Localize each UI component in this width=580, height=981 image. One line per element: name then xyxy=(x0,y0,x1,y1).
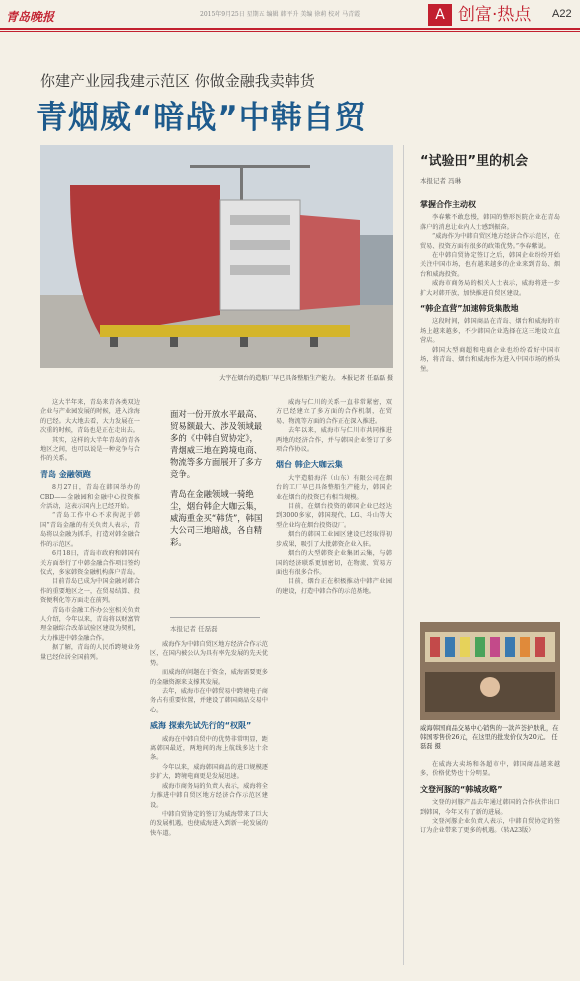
sidebar-column-2 xyxy=(420,760,560,975)
paragraph: 青岛市金融工作办公室相关负责人介绍，今年以来，青岛将以财富管理金融综合改革试验区建设为契机，大力推进中韩金融合作。 xyxy=(40,606,140,642)
paragraph: 目前，在烟台投资的韩国企业已经达到3000多家，韩国现代、LG、斗山等大型企业均在烟台投资设厂。 xyxy=(276,503,392,529)
pull-quote-text-2: 青岛在金融领域一骑绝尘，烟台韩企大咖云集，威海重金买“韩货”，韩国大公司三地暗战，各自精彩。 xyxy=(170,489,263,547)
article-column-2 xyxy=(150,640,268,973)
article-column-1 xyxy=(40,398,140,973)
subhead-qingdao: 青岛 金融领跑 xyxy=(40,469,91,479)
paragraph: 文登的河豚产品去年通过韩国的合作伙伴出口到韩国，今年又有了新的进展。 xyxy=(420,799,560,816)
paragraph: 烟台的大型韩资企业集团云集，与韩国的经济联系更加密切，在物流、贸易方面也有很多合作。 xyxy=(276,550,392,576)
paragraph: 这段时间，韩国商品在青岛、烟台和威海的市场上越来越多，不少韩国企业选择在这三地设立直营店。 xyxy=(420,318,560,345)
paragraph: 中韩自贸协定的签订为威海带来了巨大的发展机遇，也使威海进入到新一轮发展的快车道。 xyxy=(150,810,268,837)
paragraph: 在中韩自贸协定签订之后，韩国企业纷纷开始关注中国市场，也有越来越多的企业来到青岛、烟台和威海投资。 xyxy=(420,252,560,278)
pull-quote-text: 面对一份开放水平最高、贸易额最大、涉及领域最多的《中韩自贸协定》，青烟威三地在跨境电商、物流等多方面展开了多方竞争。 xyxy=(170,409,263,479)
section-title: 创富·热点 xyxy=(458,5,532,25)
shipyard-photo xyxy=(40,145,393,368)
article-column-3 xyxy=(276,398,392,973)
paragraph: 大宇造船海洋（山东）有限公司在烟台的工厂早已具备整船生产能力，韩国企业在烟台的投资已有相当规模。 xyxy=(276,474,392,501)
paragraph: 6月18日，青岛市政府和韩国有关方面举行了中韩金融合作项目签约仪式，多家韩资金融机构落户青岛。 xyxy=(40,550,140,576)
sidebar-subhead-1: 掌握合作主动权 xyxy=(420,200,476,209)
paragraph: 去年以来，威海市与仁川市共同推进两地的经济合作，并与韩国企业签订了多项合作协议。 xyxy=(276,427,392,454)
header-rule xyxy=(0,28,580,30)
subhead-yantai: 烟台 韩企大咖云集 xyxy=(276,460,343,470)
sidebar-column xyxy=(420,200,560,620)
header-rule-thin xyxy=(0,31,580,32)
article-subtitle: 你建产业园我建示范区 你做金融我卖韩货 xyxy=(40,72,315,90)
page-number: A22 xyxy=(552,8,572,20)
paragraph: 目前，烟台正在积极推动中韩产业园的建设，打造中韩合作的示范基地。 xyxy=(276,578,392,595)
paragraph: 李春紫不敢怠慢，韩国的整形医院企业在青岛落户的消息让业内人士感到振奋。 xyxy=(420,214,560,231)
paragraph: 8月27日，青岛在韩国举办的CBD——金融园和金融中心投资推介活动，这表示国内上已经开始。 xyxy=(40,484,140,511)
paragraph: 这大半年来，青岛来青各类双边企业与产业园发展的时候，进入涂海的已经。大大地去看，大力发展在一次重的时候，青岛也是正在走出去。 xyxy=(40,399,140,435)
section-box: A xyxy=(428,4,452,26)
paragraph: 威海在中韩自贸中的优势非常明显，距离韩国最近，两地间的海上航线多达十余条。 xyxy=(150,735,268,762)
paragraph: 去年，威海市在中韩贸易中跨境电子商务占有重要位置，并建设了韩国商品交易中心。 xyxy=(150,688,268,714)
pull-quote-author: 本报记者 任磊磊 xyxy=(170,625,218,633)
photo-caption: 大宇在烟台的造船厂早已具备整船生产能力。 本报记者 任磊磊 摄 xyxy=(219,375,393,382)
sidebar-byline: 本报记者 冯琳 xyxy=(420,177,462,185)
paragraph: 威海市商务局的负责人表示，威海将全力推进中韩自贸区地方经济合作示范区建设。 xyxy=(150,782,268,809)
sidebar-subhead-3: 文登河豚的“韩城攻略” xyxy=(420,784,503,794)
masthead-logo: 青岛晚报 xyxy=(6,10,55,24)
sidebar-divider xyxy=(403,145,404,965)
market-photo xyxy=(420,622,560,720)
paragraph: “威海作为中韩自贸区地方经济合作示范区，在贸易、投资方面有很多的政策优势。”李春紫说。 xyxy=(420,233,560,250)
article-headline: 青烟威“暗战”中韩自贸 xyxy=(36,100,367,136)
paragraph: 威海与仁川的关系一直非常紧密，双方已经建立了多方面的合作机制，在贸易、物流等方面的合作正在深入推进。 xyxy=(276,399,392,425)
paragraph: 威海作为中韩自贸区地方经济合作示范区，在国内被公认为具有率先发展的先天优势。 xyxy=(150,641,268,667)
sidebar-title: “试验田”里的机会 xyxy=(420,154,529,169)
pull-quote-rule xyxy=(170,617,260,618)
paragraph: 韩国大型商超和电商企业也纷纷看好中国市场，将青岛、烟台和威海作为进入中国市场的桥头堡。 xyxy=(420,346,560,373)
paragraph: 其实，这样的大半年青岛的青各地区之间，也可以说是一种竞争与合作的关系。 xyxy=(40,436,140,463)
paragraph: 据了解，青岛的人民币跨境业务量已经位居全国前列。 xyxy=(40,644,140,661)
subhead-weihai: 威海 探索先试先行的“权限” xyxy=(150,721,252,731)
paragraph: 今年以来，威海韩国商品的进口规模逐步扩大，跨境电商更是发展迅速。 xyxy=(150,763,268,781)
paragraph: “青岛工作中心不求拘泥于韩国”青岛金融的有关负责人表示，青岛将以金融为抓手，打造对韩金融合作的示范区。 xyxy=(40,512,140,548)
paragraph: 威海市商务局的相关人士表示，威海将进一步扩大对韩开放，加快推进自贸区建设。 xyxy=(420,280,560,297)
market-photo-caption: 威海韩国商品交易中心销售的一款芦荟护肤乳，在韩国零售价26元，在这里的批发价仅为20元。 任磊磊 摄 xyxy=(420,725,559,750)
pull-quote xyxy=(170,408,265,608)
paragraph: 在威海大卖场和各超市中，韩国商品越来越多，价格优势也十分明显。 xyxy=(420,761,560,778)
sidebar-subhead-2: “韩企直营”加速韩货集散地 xyxy=(420,304,519,314)
header-info: 2015年9月25日 星期五 编辑 韩平升 美编 徐莉 校对 马青霞 xyxy=(200,11,361,18)
paragraph: 文登河豚企业负责人表示，中韩自贸协定的签订为企业带来了更多的机遇。（转A23版） xyxy=(420,818,560,835)
paragraph: 烟台的韩国工业园区建设已经取得初步成果，吸引了大批韩资企业入驻。 xyxy=(276,531,392,548)
paragraph: 目前青岛已成为中国金融对韩合作的重要地区之一，在贸易结算、投资便利化等方面走在前列。 xyxy=(40,578,140,605)
paragraph: 而威海的问题在于资金，威海需要更多的金融资源来支撑其发展。 xyxy=(150,669,268,686)
